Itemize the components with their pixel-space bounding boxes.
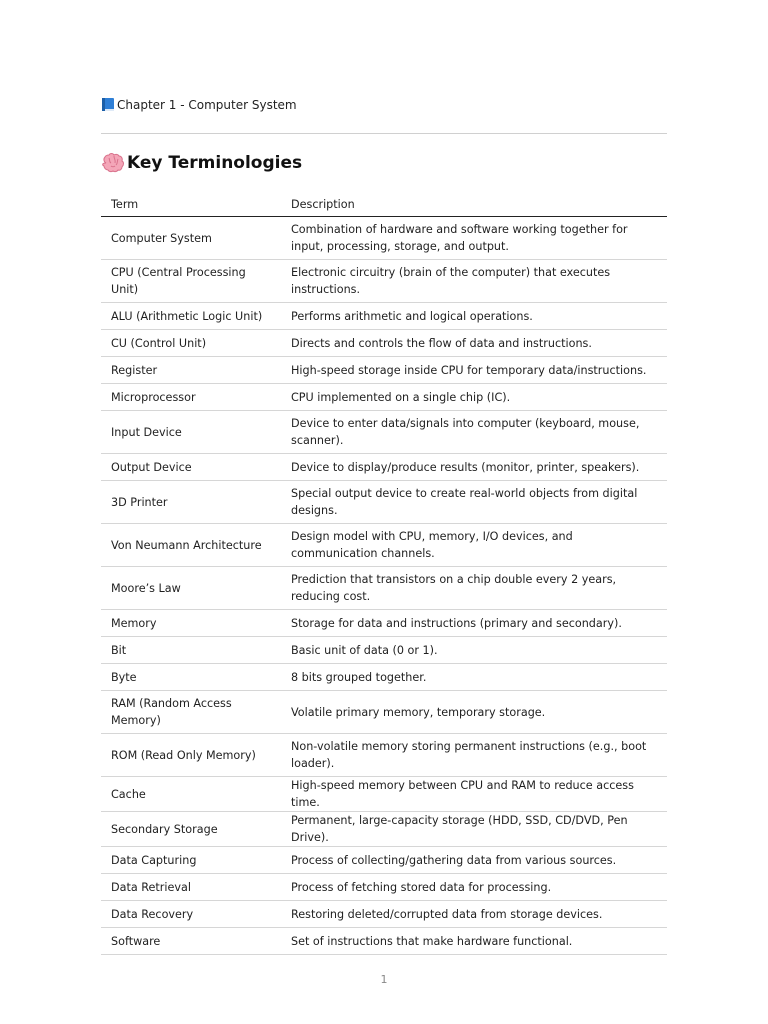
table-row: [101, 874, 667, 901]
term-cell: Von Neumann Architecture: [101, 524, 281, 567]
description-cell: Design model with CPU, memory, I/O devices, and communication channels.: [281, 524, 667, 567]
term-cell: Byte: [101, 664, 281, 691]
chapter-breadcrumb: [101, 97, 297, 112]
table-row: [101, 217, 667, 260]
table-row: [101, 901, 667, 928]
description-cell: Electronic circuitry (brain of the computer) that executes instructions.: [281, 260, 667, 303]
description-cell: Combination of hardware and software working together for input, processing, storage, and output.: [281, 217, 667, 260]
table-row: [101, 330, 667, 357]
term-cell: RAM (Random Access Memory): [101, 691, 281, 734]
table-row: [101, 691, 667, 734]
description-cell: Volatile primary memory, temporary storage.: [281, 691, 667, 734]
table-row: [101, 812, 667, 847]
description-cell: High-speed memory between CPU and RAM to reduce access time.: [281, 777, 667, 812]
page-title: Key Terminologies: [127, 153, 303, 173]
term-cell: Moore’s Law: [101, 567, 281, 610]
term-cell: ALU (Arithmetic Logic Unit): [101, 303, 281, 330]
description-cell: Performs arithmetic and logical operations.: [281, 303, 667, 330]
description-cell: Prediction that transistors on a chip double every 2 years, reducing cost.: [281, 567, 667, 610]
term-cell: CU (Control Unit): [101, 330, 281, 357]
term-cell: Data Recovery: [101, 901, 281, 928]
term-cell: Memory: [101, 610, 281, 637]
term-cell: CPU (Central Processing Unit): [101, 260, 281, 303]
description-cell: Device to display/produce results (monitor, printer, speakers).: [281, 454, 667, 481]
term-cell: Bit: [101, 637, 281, 664]
term-cell: Register: [101, 357, 281, 384]
term-cell: Data Retrieval: [101, 874, 281, 901]
term-cell: 3D Printer: [101, 481, 281, 524]
table-row: [101, 664, 667, 691]
table-row: [101, 928, 667, 955]
table-row: [101, 734, 667, 777]
column-header-term: Term: [101, 192, 281, 217]
term-cell: Computer System: [101, 217, 281, 260]
description-cell: Restoring deleted/corrupted data from storage devices.: [281, 901, 667, 928]
divider: [101, 133, 667, 134]
brain-icon: [101, 152, 125, 174]
term-cell: Output Device: [101, 454, 281, 481]
table-row: [101, 847, 667, 874]
table-row: [101, 610, 667, 637]
description-cell: Device to enter data/signals into computer (keyboard, mouse, scanner).: [281, 411, 667, 454]
table-row: [101, 384, 667, 411]
term-cell: Software: [101, 928, 281, 955]
description-cell: High-speed storage inside CPU for temporary data/instructions.: [281, 357, 667, 384]
description-cell: Directs and controls the flow of data and instructions.: [281, 330, 667, 357]
term-cell: ROM (Read Only Memory): [101, 734, 281, 777]
description-cell: Basic unit of data (0 or 1).: [281, 637, 667, 664]
description-cell: Non-volatile memory storing permanent instructions (e.g., boot loader).: [281, 734, 667, 777]
table-row: [101, 777, 667, 812]
table-row: [101, 260, 667, 303]
description-cell: Storage for data and instructions (primary and secondary).: [281, 610, 667, 637]
section-heading: [101, 152, 302, 174]
term-cell: Input Device: [101, 411, 281, 454]
description-cell: 8 bits grouped together.: [281, 664, 667, 691]
description-cell: Process of collecting/gathering data from various sources.: [281, 847, 667, 874]
page-number: 1: [380, 973, 388, 986]
table-row: [101, 411, 667, 454]
table-row: [101, 357, 667, 384]
table-row: [101, 524, 667, 567]
table-header-row: [101, 192, 667, 217]
description-cell: Permanent, large-capacity storage (HDD, SSD, CD/DVD, Pen Drive).: [281, 812, 667, 847]
table-row: [101, 637, 667, 664]
description-cell: CPU implemented on a single chip (IC).: [281, 384, 667, 411]
term-cell: Data Capturing: [101, 847, 281, 874]
table-row: [101, 303, 667, 330]
term-cell: Microprocessor: [101, 384, 281, 411]
description-cell: Process of fetching stored data for processing.: [281, 874, 667, 901]
term-cell: Secondary Storage: [101, 812, 281, 847]
terminology-table: [101, 192, 667, 955]
book-icon: [101, 97, 115, 112]
chapter-label: Chapter 1 - Computer System: [117, 97, 297, 112]
term-cell: Cache: [101, 777, 281, 812]
description-cell: Set of instructions that make hardware functional.: [281, 928, 667, 955]
description-cell: Special output device to create real-world objects from digital designs.: [281, 481, 667, 524]
table-row: [101, 454, 667, 481]
table-row: [101, 567, 667, 610]
column-header-description: Description: [281, 192, 667, 217]
table-row: [101, 481, 667, 524]
